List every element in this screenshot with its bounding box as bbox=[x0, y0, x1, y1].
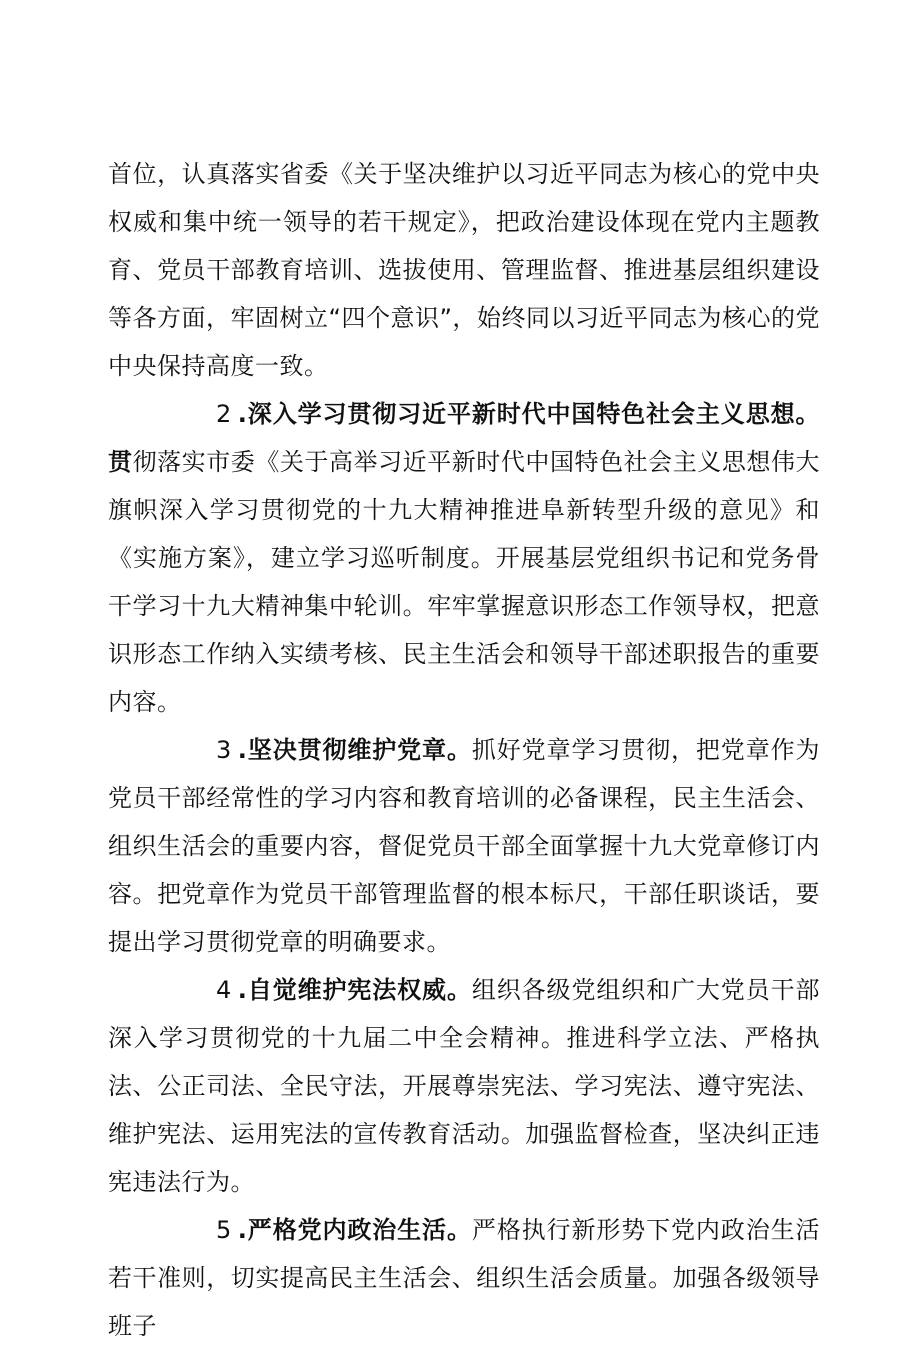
paragraph-1-body: 首位，认真落实省委《关于坚决维护以习近平同志为核心的党中央权威和集中统一领导的若干规定》，把政治建设体现在党内主题教育、党员干部教育培训、选拔使用、管理监督、推进基层组织建设等各方面，牢固树立“四个意识”，始终同以习近平同志为核心的党中央保持高度一致。 bbox=[108, 160, 820, 380]
paragraph-4 bbox=[108, 966, 820, 1206]
paragraph-2-number: 2 bbox=[216, 400, 232, 428]
paragraph-3-heading: .坚决贯彻维护党章。 bbox=[237, 736, 472, 764]
paragraph-2-body: 彻落实市委《关于高举习近平新时代中国特色社会主义思想伟大旗帜深入学习贯彻党的十九大精神推进阜新转型升级的意见》和《实施方案》，建立学习巡听制度。开展基层党组织书记和党务骨干学习十九大精神集中轮训。牢牢掌握意识形态工作领导权，把意识形态工作纳入实绩考核、民主生活会和领导干部述职报告的重要内容。 bbox=[108, 448, 821, 716]
paragraph-5-heading: .严格党内政治生活。 bbox=[237, 1216, 472, 1244]
paragraph-3-number: 3 bbox=[216, 736, 232, 764]
paragraph-2 bbox=[108, 390, 820, 726]
paragraph-4-heading: .自觉维护宪法权威。 bbox=[237, 976, 472, 1004]
paragraph-5 bbox=[108, 1206, 820, 1350]
paragraph-4-number: 4 bbox=[216, 976, 232, 1004]
paragraph-5-number: 5 bbox=[216, 1216, 232, 1244]
paragraph-3 bbox=[108, 726, 820, 966]
paragraph-2-heading: .深入学习贯彻习近平新时代中国特色社会主义思想。贯 bbox=[108, 400, 820, 476]
paragraph-1 bbox=[108, 150, 820, 390]
document-page bbox=[108, 150, 820, 1350]
paragraph-3-body: 抓好党章学习贯彻，把党章作为党员干部经常性的学习内容和教育培训的必备课程，民主生活会、组织生活会的重要内容，督促党员干部全面掌握十九大党章修订内容。把党章作为党员干部管理监督的根本标尺，干部任职谈话，要提出学习贯彻党章的明确要求。 bbox=[108, 736, 820, 956]
paragraph-5-body: 严格执行新形势下党内政治生活若干准则，切实提高民主生活会、组织生活会质量。加强各级领导班子 bbox=[108, 1216, 820, 1340]
paragraph-4-body: 组织各级党组织和广大党员干部深入学习贯彻党的十九届二中全会精神。推进科学立法、严格执法、公正司法、全民守法，开展尊崇宪法、学习宪法、遵守宪法、维护宪法、运用宪法的宣传教育活动。加强监督检查，坚决纠正违宪违法行为。 bbox=[108, 976, 820, 1196]
